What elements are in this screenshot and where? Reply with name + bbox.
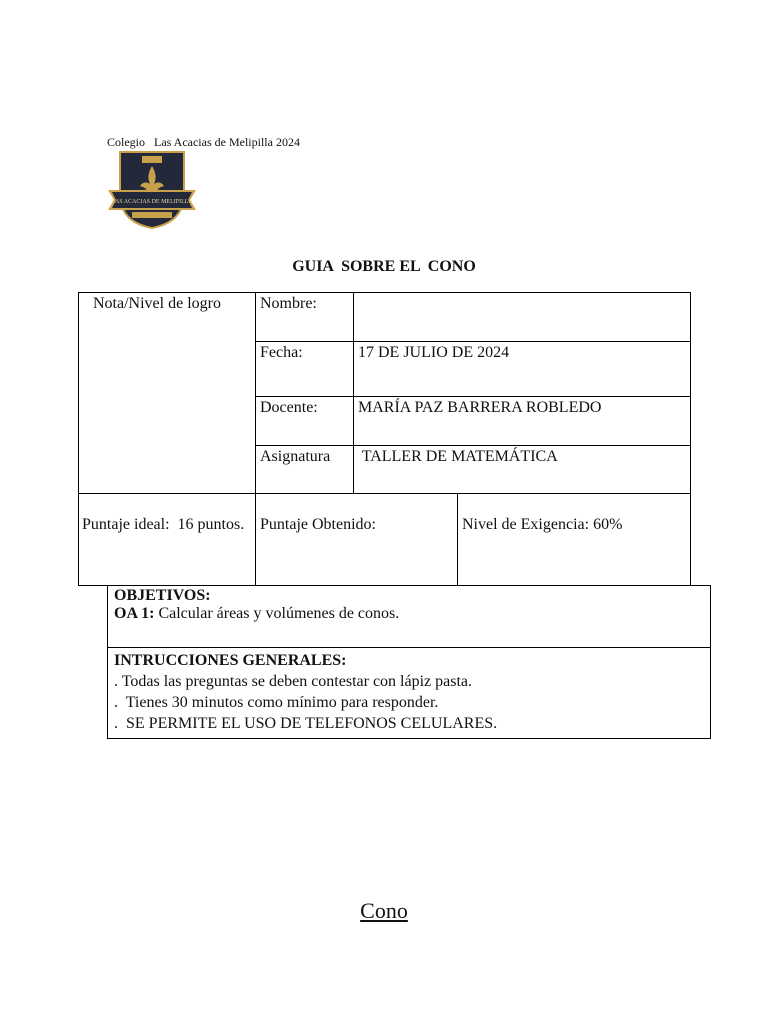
objective-code: OA 1: [114, 605, 155, 622]
student-info-table [78, 292, 691, 586]
objectives-box [107, 585, 711, 648]
logo-band-text: LAS ACACIAS DE MELIPILLA [111, 199, 193, 205]
instruction-item: . Todas las preguntas se deben contestar con lápiz pasta. [114, 673, 473, 690]
school-crest-logo [106, 150, 198, 230]
teacher-value: MARÍA PAZ BARRERA ROBLEDO [358, 399, 602, 416]
subject-value: TALLER DE MATEMÁTICA [358, 448, 558, 465]
grade-label: Nota/Nivel de logro [93, 295, 221, 312]
name-label: Nombre: [260, 295, 317, 312]
instruction-item: . Tienes 30 minutos como mínimo para responder. [114, 694, 439, 711]
section-heading: Cono [360, 898, 408, 923]
date-value: 17 DE JULIO DE 2024 [358, 344, 510, 361]
name-field[interactable] [354, 293, 691, 342]
objective-text: Calcular áreas y volúmenes de conos. [154, 605, 400, 622]
instructions-box [107, 648, 711, 739]
objectives-heading: OBJETIVOS: [114, 587, 211, 604]
subject-label: Asignatura [260, 448, 331, 465]
grade-cell[interactable] [79, 293, 256, 494]
instructions-heading: INTRUCCIONES GENERALES: [114, 652, 347, 669]
date-label: Fecha: [260, 344, 303, 361]
school-name: Colegio Las Acacias de Melipilla 2024 [107, 135, 300, 149]
teacher-label: Docente: [260, 399, 318, 416]
instruction-item: . SE PERMITE EL USO DE TELEFONOS CELULARES. [114, 715, 498, 732]
objective-item [114, 605, 704, 623]
obtained-score-label: Puntaje Obtenido: [260, 516, 376, 533]
ideal-score: Puntaje ideal: 16 puntos. [82, 516, 245, 533]
document-title: GUIA SOBRE EL CONO [292, 258, 476, 275]
obtained-score-cell[interactable] [256, 494, 458, 586]
demand-level: Nivel de Exigencia: 60% [462, 516, 623, 533]
